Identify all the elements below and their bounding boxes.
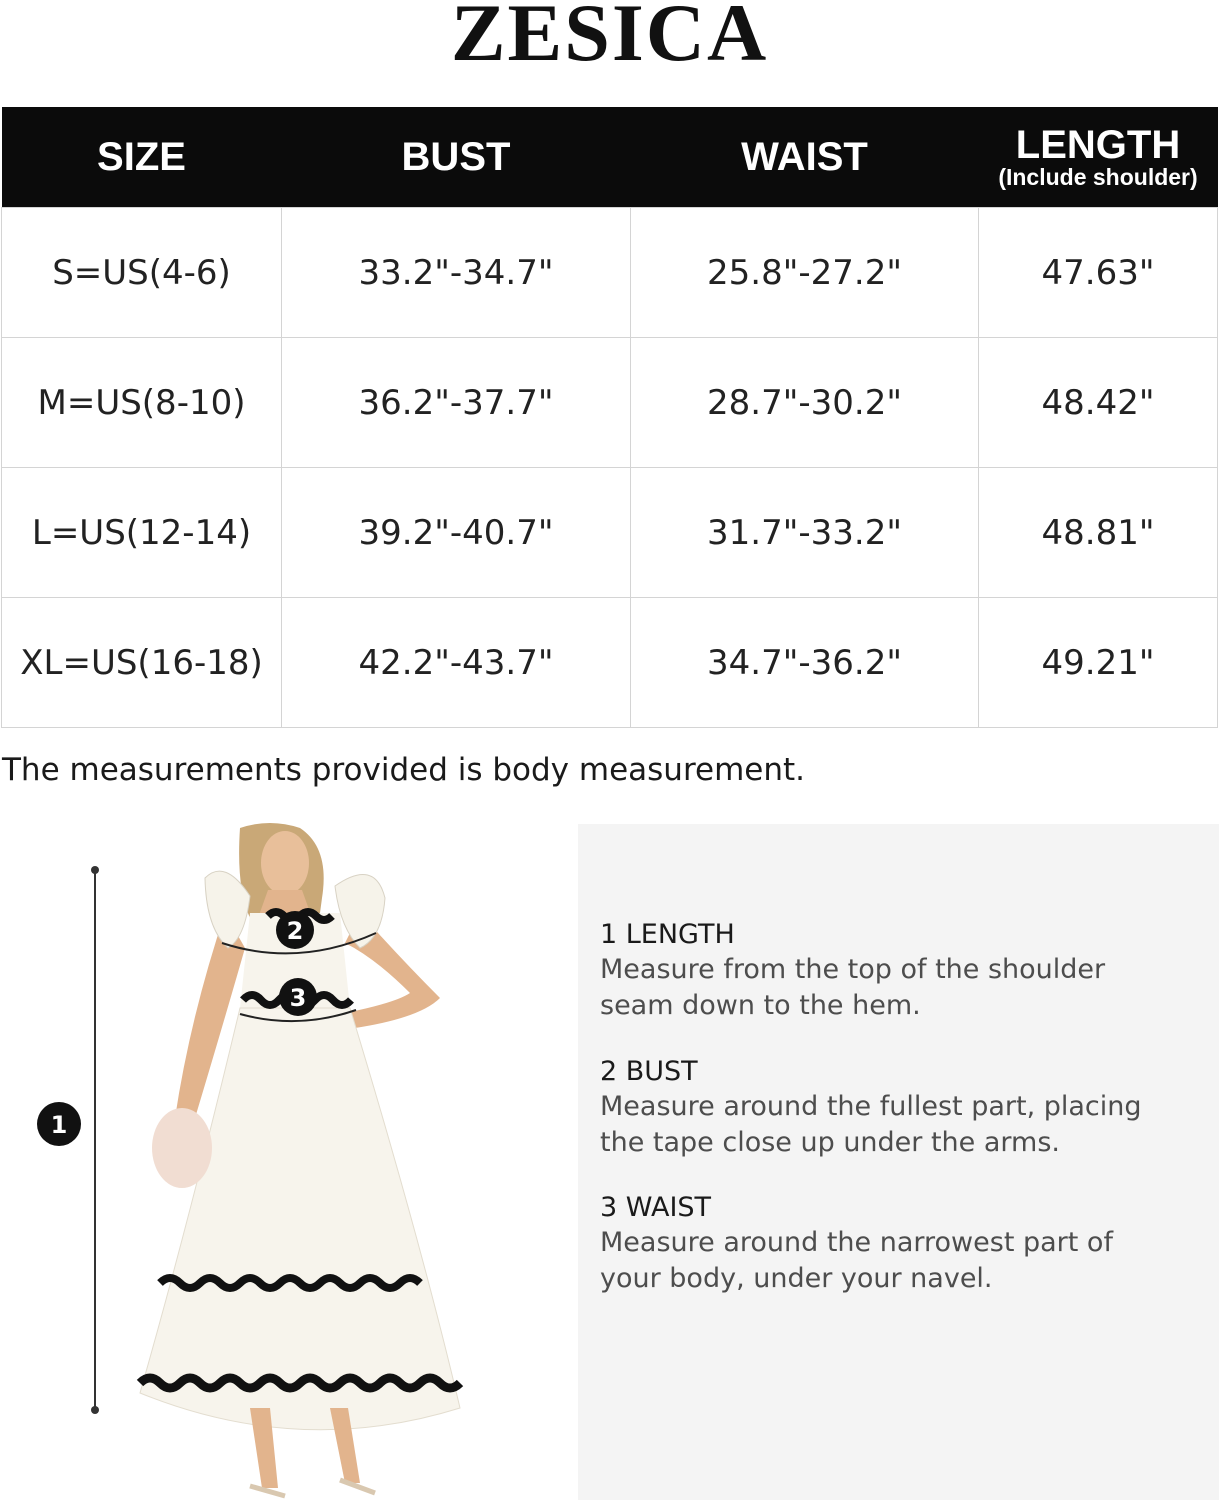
table-row [2, 468, 1218, 598]
guide-length-title: 1 LENGTH [600, 919, 735, 950]
cell-waist: 25.8"-27.2" [631, 208, 979, 338]
cell-bust: 42.2"-43.7" [282, 598, 631, 728]
header-length-sub: (Include shoulder) [998, 164, 1198, 190]
marker-2-label: 2 [286, 917, 304, 945]
model-dress-figure [0, 818, 560, 1500]
guide-bust-title: 2 BUST [600, 1056, 698, 1087]
table-row [2, 208, 1218, 338]
guide-waist [600, 1191, 1200, 1297]
marker-1-label: 1 [50, 1111, 68, 1139]
cell-size: XL=US(16-18) [2, 598, 282, 728]
guide-waist-title: 3 WAIST [600, 1192, 712, 1223]
guide-waist-desc-line1: Measure around the narrowest part of [600, 1227, 1113, 1258]
measuring-guide-panel [578, 824, 1219, 1500]
cell-size: M=US(8-10) [2, 338, 282, 468]
guide-length [600, 918, 1200, 1024]
size-chart-table [1, 107, 1218, 728]
cell-waist: 31.7"-33.2" [631, 468, 979, 598]
cell-waist: 28.7"-30.2" [631, 338, 979, 468]
brand-logo: ZESICA [450, 0, 769, 78]
cell-bust: 39.2"-40.7" [282, 468, 631, 598]
table-header-row [2, 107, 1218, 208]
header-waist: WAIST [631, 107, 979, 208]
guide-bust [600, 1055, 1200, 1161]
cell-length: 48.81" [979, 468, 1218, 598]
guide-length-desc-line1: Measure from the top of the shoulder [600, 954, 1106, 985]
cell-size: S=US(4-6) [2, 208, 282, 338]
cell-length: 48.42" [979, 338, 1218, 468]
cell-waist: 34.7"-36.2" [631, 598, 979, 728]
marker-3-label: 3 [289, 984, 307, 1012]
guide-waist-desc-line2: your body, under your navel. [600, 1263, 993, 1294]
cell-length: 47.63" [979, 208, 1218, 338]
cell-bust: 36.2"-37.7" [282, 338, 631, 468]
cell-bust: 33.2"-34.7" [282, 208, 631, 338]
table-row [2, 338, 1218, 468]
header-length-main: LENGTH [1015, 123, 1181, 167]
guide-bust-desc-line2: the tape close up under the arms. [600, 1127, 1060, 1158]
guide-length-desc-line2: seam down to the hem. [600, 990, 921, 1021]
measurement-note: The measurements provided is body measurement. [2, 752, 806, 788]
cell-size: L=US(12-14) [2, 468, 282, 598]
header-length [979, 107, 1218, 208]
table-row [2, 598, 1218, 728]
guide-bust-desc-line1: Measure around the fullest part, placing [600, 1091, 1142, 1122]
cell-length: 49.21" [979, 598, 1218, 728]
header-size: SIZE [2, 107, 282, 208]
header-bust: BUST [282, 107, 631, 208]
